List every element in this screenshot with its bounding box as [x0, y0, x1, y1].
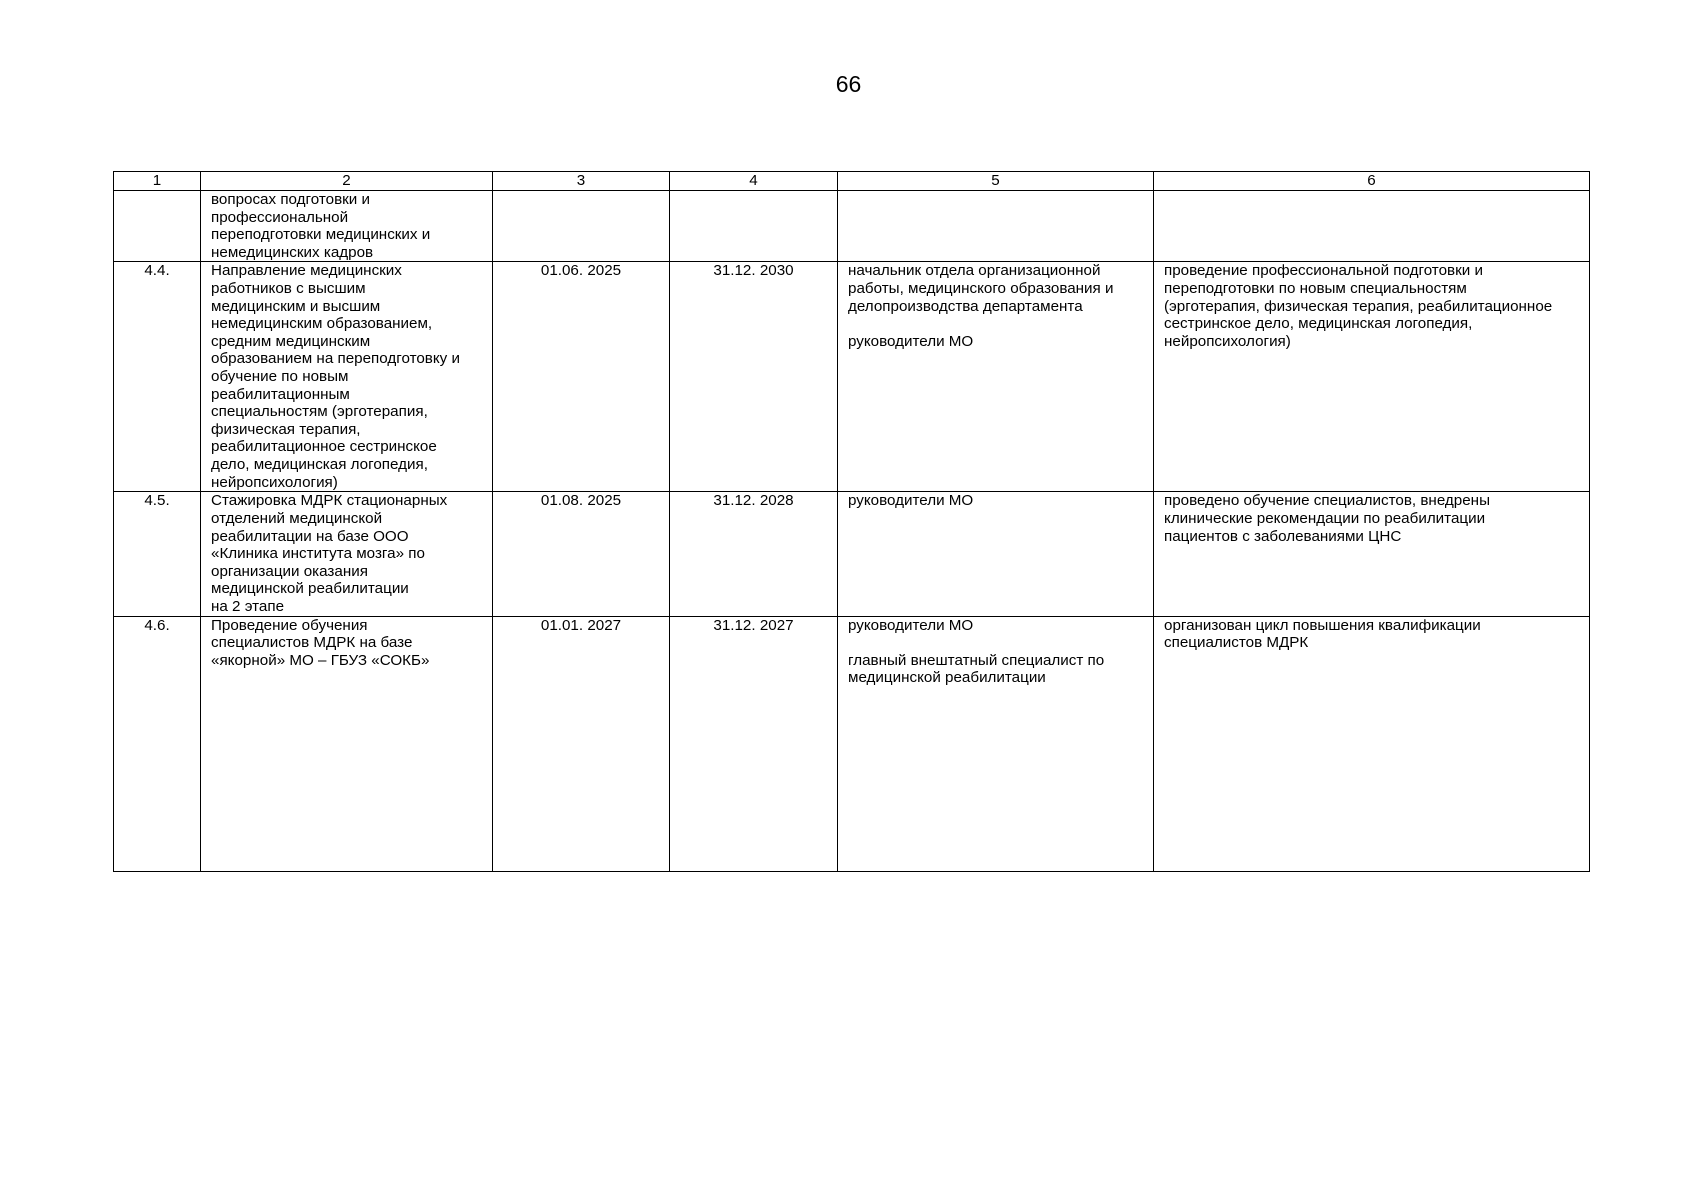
result-text: организован цикл повышения квалификации специалистов МДРК	[1164, 616, 1481, 652]
activity-text: вопросах подготовки и профессиональной переподготовки медицинских и немедицинских кадров	[211, 191, 431, 261]
start-date	[493, 191, 670, 262]
start-date: 01.06. 2025	[493, 262, 670, 492]
start-date: 01.01. 2027	[493, 616, 670, 871]
responsible-cell	[838, 262, 1154, 492]
column-header-6: 6	[1154, 172, 1590, 191]
result-cell	[1154, 262, 1590, 492]
result-cell	[1154, 492, 1590, 616]
column-header-4: 4	[670, 172, 838, 191]
column-header-5: 5	[838, 172, 1154, 191]
table-row	[114, 492, 1590, 616]
column-number-row	[114, 172, 1590, 191]
activity-text: Проведение обучения специалистов МДРК на базе «якорной» МО – ГБУЗ «СОКБ»	[211, 616, 430, 669]
row-number: 4.5.	[114, 492, 201, 616]
row-number: 4.6.	[114, 616, 201, 871]
table-row	[114, 616, 1590, 871]
column-header-1: 1	[114, 172, 201, 191]
end-date	[670, 191, 838, 262]
responsible-text: начальник отдела организационной работы, медицинского образования и делопроизводства департамента	[848, 262, 1114, 315]
responsible-text: руководители МО	[848, 616, 974, 634]
result-text: проведение профессиональной подготовки и переподготовки по новым специальностям (эрготерапия, физическая терапия, реабилитационное сестринское дело, медицинская логопедия, нейропсихология)	[1164, 262, 1553, 350]
responsible-text: руководители МО	[848, 492, 974, 510]
responsible-cell	[838, 191, 1154, 262]
table-row	[114, 262, 1590, 492]
column-header-3: 3	[493, 172, 670, 191]
result-cell	[1154, 616, 1590, 871]
responsible-cell	[838, 492, 1154, 616]
responsible-text: главный внештатный специалист по медицинской реабилитации	[848, 651, 1105, 687]
activity-text: Стажировка МДРК стационарных отделений медицинской реабилитации на базе ООО «Клиника института мозга» по организации оказания медицинской реабилитации на 2 этапе	[211, 492, 448, 615]
result-cell	[1154, 191, 1590, 262]
activity-cell	[201, 492, 493, 616]
page-number: 66	[835, 71, 862, 97]
row-number	[114, 191, 201, 262]
end-date: 31.12. 2028	[670, 492, 838, 616]
table-row	[114, 191, 1590, 262]
end-date: 31.12. 2027	[670, 616, 838, 871]
activity-plan-table	[113, 171, 1590, 872]
column-header-2: 2	[201, 172, 493, 191]
activity-cell	[201, 191, 493, 262]
start-date: 01.08. 2025	[493, 492, 670, 616]
activity-cell	[201, 616, 493, 871]
responsible-cell	[838, 616, 1154, 871]
activity-cell	[201, 262, 493, 492]
result-text: проведено обучение специалистов, внедрены клинические рекомендации по реабилитации пациентов с заболеваниями ЦНС	[1164, 492, 1490, 545]
activity-text: Направление медицинских работников с высшим медицинским и высшим немедицинским образованием, средним медицинским образованием на переподготовку и обучение по новым реабилитационным специальностям (эрготерапия, физическая терапия, реабилитационное сестринское дело, медицинская логопедия, нейропсихология)	[211, 262, 460, 491]
responsible-text: руководители МО	[848, 332, 974, 350]
row-number: 4.4.	[114, 262, 201, 492]
end-date: 31.12. 2030	[670, 262, 838, 492]
